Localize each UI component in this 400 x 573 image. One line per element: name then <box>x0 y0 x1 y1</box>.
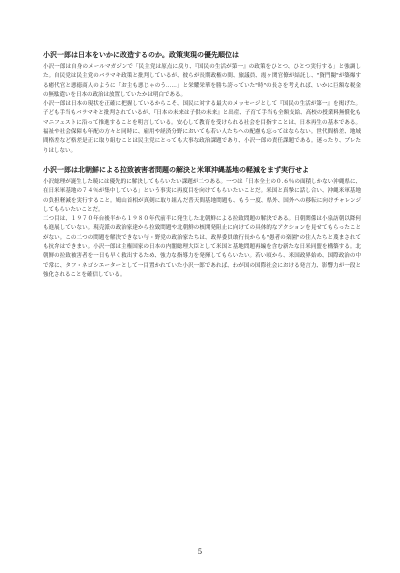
paragraph: 小沢一郎は日本の現状を正確に把握しているからこそ、国民に対する最大のメッセージとして『国民の生活が第一』を掲げた。子ども手当もバラマキと批判されているが、『日本の未来は子供の未来』と出産、子育て手当も全額支給、高校の授業料無償化もマニフェストに沿って推進することを明言している。安心して教育を受けられる社会を目指すことは、日本再生の基本である。福祉や社会保障も年配の方々と同時に、雇用や経済分野においても若い人たちへの配慮も忘ってはならない。世代間格差、地域間格差など格差是正に取り組むことは民主党にとっても大事な政治課題であり、小沢一郎の責任課題である。迷ったり、ブレたりはしない。 <box>43 101 361 154</box>
section-heading: 小沢一郎は北朝鮮による拉致被害者問題の解決と米軍沖縄基地の軽減をまず実行せよ <box>43 165 309 174</box>
section-heading: 小沢一郎は日本をいかに改造するのか。政策実現の優先順位は <box>43 51 239 59</box>
paragraph: 小沢一郎は自身のメールマガジンで「民主党は原点に戻り、『国民の生活が第一』の政策をひとつ、ひとつ実行する」と強調した。自民党は民主党のバラマキ政策と批判しているが、彼らが長期政権の間、旅議員、霞ヶ関官僚が結託し、"資門閥"が築爆する癒代官と悪徳商人のように「お主も悪じゃのう……」と栄耀栄華を勝ち誇っていた"時"の長さを考えれば、いかに巨額な税金の無駄遣いを日本の政治は放置していたかは明白である。 <box>43 64 361 98</box>
page-number: 5 <box>197 548 203 556</box>
section-abduction-and-okinawa <box>43 165 361 280</box>
paragraph: 二つ目は、１９７０年台後半から１９８０年代前半に発生した北朝鮮による拉致問題の解決である。日朝関係は小泉訪朝以降何も進展していない。現売派の政治家達から拉致問題や北朝鮮の核開発阻止に向けての具体的なアクションを見せてもらったことがない。この二つの問題を解決できない与・野党の政治家たちは、政界委員敢行長からも"愚者の楽園"の住人たちと蔑まされても抗弁はできまい。小沢一郎は主権国家の日本の内閣総理大臣として米国と基地問題再編を含む新たな日米同盟を構築する。北朝鮮の拉致被害者を一日も早く救出するため、強力な指導力を発揮してもらいたい。若い頃から、米国政界始め、国際政治の中で常に、タフ・ネゴシエーターとして一目置かれていた小沢一郎であれば、わが国の国際社会における発言力、影響力が一段と強化されることを確信している。 <box>43 216 361 278</box>
document-page <box>43 50 361 289</box>
paragraph: 小沢総理が誕生した暁には優先的に解決してもらいたい課題が二つある。一つは「日本全土の０.６％の面積しかない沖縄県に、在日米軍基地の７４％が集中している」という事実に再度目を向けてもらいたいことだ。米国と真摯に話し合い、沖縄米軍基地の負担軽減を実行すること。鳩山首相が真剣に取り組んだ普天間基地問題も、もう一度、県外、国外への移転に向けチャレンジしてもらいたいことだ。 <box>43 178 361 213</box>
section-policy-priorities <box>43 50 361 156</box>
